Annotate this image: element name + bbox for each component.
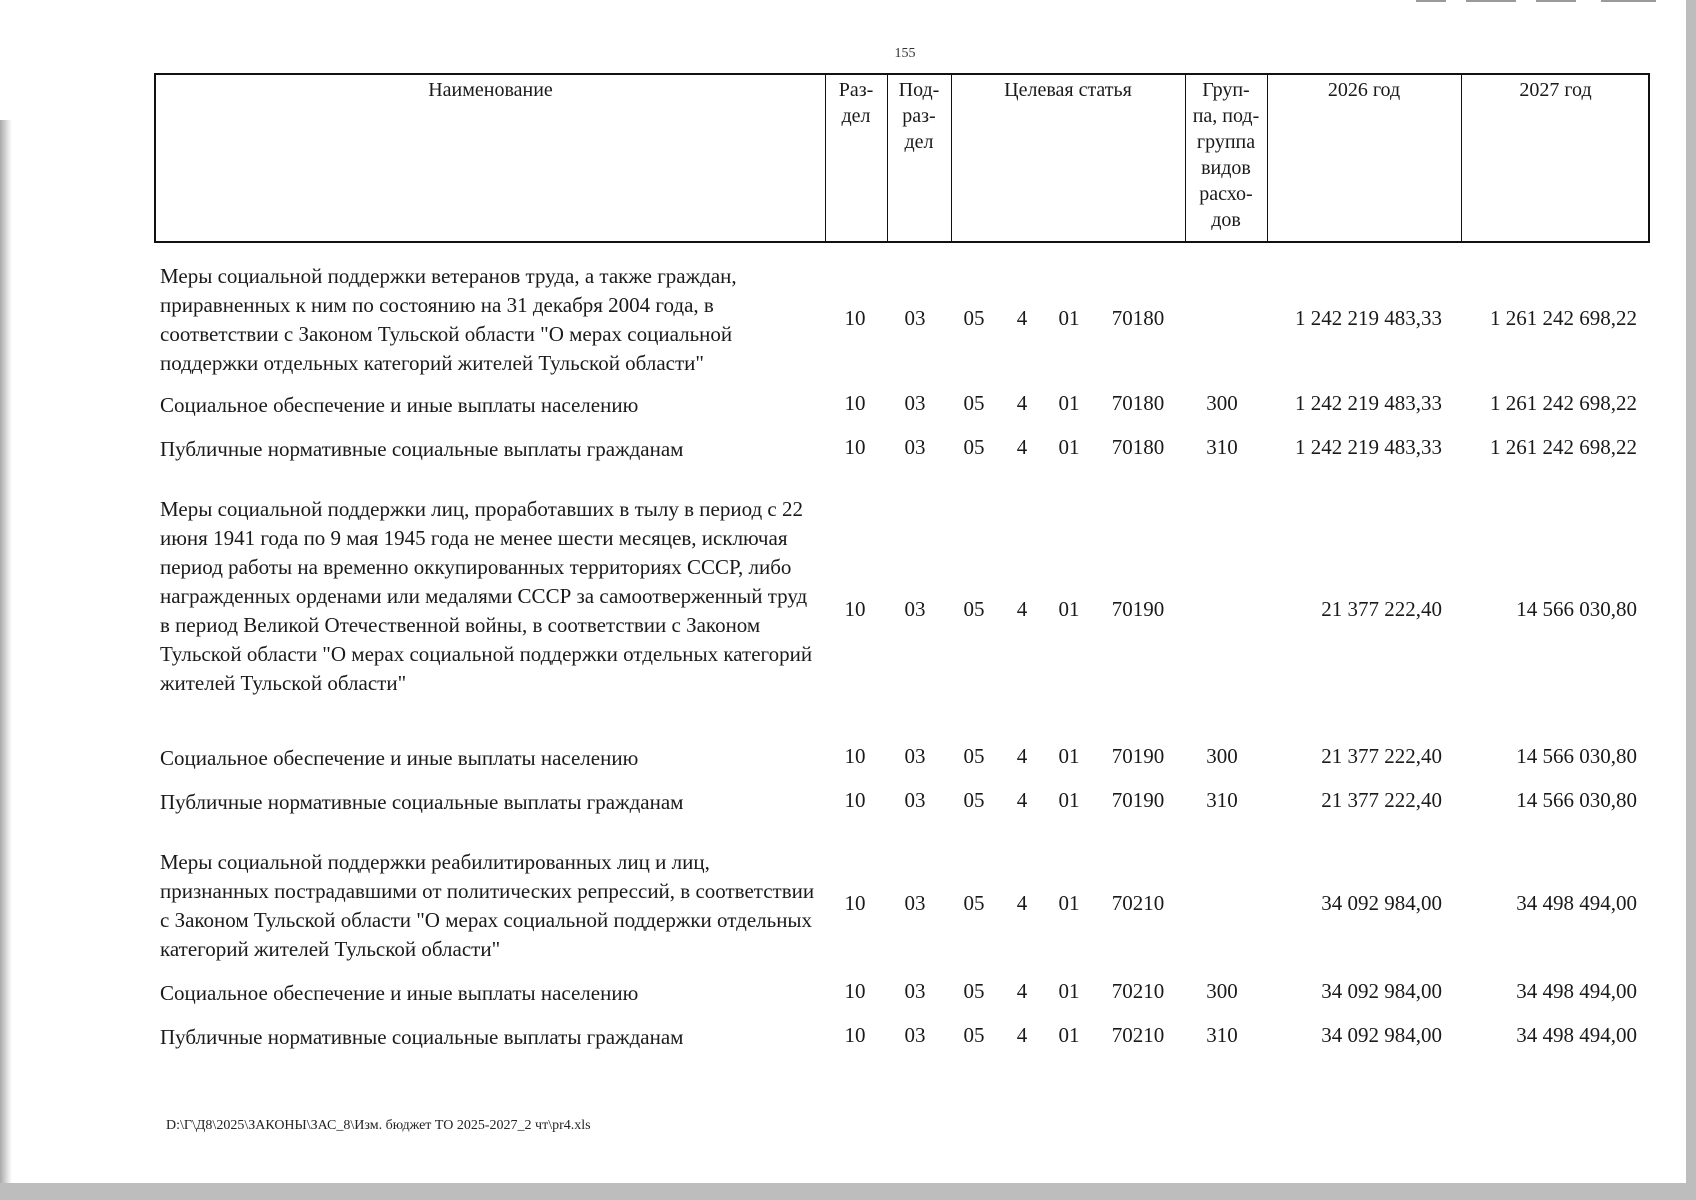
row-name: Публичные нормативные социальные выплаты гражданам [160,1025,684,1049]
cell-event: 01 [1058,435,1080,459]
cell-program: 05 [963,1023,985,1047]
cell-expense-group: 310 [1206,1023,1238,1047]
cell-direction: 70180 [1111,391,1165,415]
cell-amount-2026: 34 092 984,00 [1321,979,1442,1003]
cell-subprogram: 4 [1016,306,1028,330]
cell-event: 01 [1058,891,1080,915]
cell-event: 01 [1058,306,1080,330]
cell-amount-2027: 1 261 242 698,22 [1490,306,1637,330]
header-section: Раз- дел [838,79,874,127]
cell-subprogram: 4 [1016,1023,1028,1047]
header-target-article: Целевая статья [1004,79,1132,101]
row-name: Публичные нормативные социальные выплаты гражданам [160,790,684,814]
cell-program: 05 [963,306,985,330]
cell-subprogram: 4 [1016,788,1028,812]
cell-expense-group: 300 [1206,979,1238,1003]
cell-subsection: 03 [904,306,926,330]
row-name: Социальное обеспечение и иные выплаты населению [160,393,639,417]
cell-direction: 70180 [1111,435,1165,459]
cell-event: 01 [1058,979,1080,1003]
cell-subprogram: 4 [1016,391,1028,415]
scan-edge-shadow [0,120,12,1183]
header-expense-group: Груп- па, под- группа видов расхо- дов [1192,79,1260,231]
row-name: Публичные нормативные социальные выплаты гражданам [160,437,684,461]
cell-subsection: 03 [904,979,926,1003]
cell-subprogram: 4 [1016,744,1028,768]
cell-program: 05 [963,891,985,915]
row-name: Социальное обеспечение и иные выплаты населению [160,746,639,770]
cell-expense-group: 300 [1206,391,1238,415]
cell-section: 10 [844,1023,866,1047]
cell-expense-group: 310 [1206,435,1238,459]
cell-amount-2027: 14 566 030,80 [1516,597,1637,621]
cell-amount-2026: 21 377 222,40 [1321,788,1442,812]
cell-direction: 70190 [1111,788,1165,812]
cell-amount-2027: 34 498 494,00 [1516,979,1637,1003]
cell-subprogram: 4 [1016,435,1028,459]
cell-section: 10 [844,891,866,915]
cell-subsection: 03 [904,435,926,459]
cell-program: 05 [963,979,985,1003]
cell-amount-2026: 21 377 222,40 [1321,597,1442,621]
cell-program: 05 [963,788,985,812]
header-subsection: Под- раз- дел [898,79,940,153]
cell-event: 01 [1058,744,1080,768]
header-year-2027: 2027 год [1519,79,1592,101]
cell-subsection: 03 [904,597,926,621]
row-name: Социальное обеспечение и иные выплаты населению [160,981,639,1005]
cell-subsection: 03 [904,391,926,415]
file-path-footer: D:\Г\Д8\2025\ЗАКОНЫ\ЗАС_8\Изм. бюджет ТО 2025-2027_2 чт\pr4.xls [166,1118,591,1133]
cell-section: 10 [844,788,866,812]
cell-amount-2027: 1 261 242 698,22 [1490,435,1637,459]
cell-direction: 70210 [1111,979,1165,1003]
cell-direction: 70190 [1111,744,1165,768]
cell-event: 01 [1058,391,1080,415]
cell-direction: 70210 [1111,891,1165,915]
cell-event: 01 [1058,1023,1080,1047]
cell-subsection: 03 [904,891,926,915]
cell-amount-2026: 1 242 219 483,33 [1295,391,1442,415]
cell-program: 05 [963,744,985,768]
cell-direction: 70210 [1111,1023,1165,1047]
cell-section: 10 [844,744,866,768]
cell-section: 10 [844,391,866,415]
header-name: Наименование [428,79,553,101]
row-name: Меры социальной поддержки ветеранов труда, а также граждан, приравненных к ним по состоянию на 31 декабря 2004 года, в соответствии с Законом Тульской области "О мерах социальной поддержки отдельных категорий жителей Тульской области" [160,264,737,375]
cell-subprogram: 4 [1016,979,1028,1003]
cell-amount-2027: 1 261 242 698,22 [1490,391,1637,415]
cell-amount-2026: 34 092 984,00 [1321,1023,1442,1047]
cell-section: 10 [844,435,866,459]
cell-subsection: 03 [904,744,926,768]
cell-section: 10 [844,306,866,330]
row-name: Меры социальной поддержки лиц, проработавших в тылу в период с 22 июня 1941 года по 9 мая 1945 года не менее шести месяцев, исключая период работы на временно оккупированных территориях СССР, либо награжденных орденами или медалями СССР за самоотверженный труд в период Великой Отечественной войны, в соответствии с Законом Тульской области "О мерах социальной поддержки отдельных категорий жителей Тульской области" [160,497,813,695]
cell-amount-2027: 14 566 030,80 [1516,744,1637,768]
table-header [154,73,1650,243]
row-name: Меры социальной поддержки реабилитированных лиц и лиц, признанных пострадавшими от политических репрессий, в соответствии с Законом Тульской области "О мерах социальной поддержки отдельных категорий жителей Тульской области" [160,850,815,961]
cell-program: 05 [963,597,985,621]
cell-section: 10 [844,979,866,1003]
cell-direction: 70180 [1111,306,1165,330]
cell-amount-2026: 34 092 984,00 [1321,891,1442,915]
cell-program: 05 [963,435,985,459]
cell-event: 01 [1058,597,1080,621]
page-number: 155 [894,46,916,61]
header-year-2026: 2026 год [1327,79,1401,101]
cell-amount-2026: 21 377 222,40 [1321,744,1442,768]
cell-amount-2027: 14 566 030,80 [1516,788,1637,812]
cell-subsection: 03 [904,1023,926,1047]
cell-amount-2027: 34 498 494,00 [1516,891,1637,915]
cell-subsection: 03 [904,788,926,812]
cell-subprogram: 4 [1016,891,1028,915]
cell-amount-2027: 34 498 494,00 [1516,1023,1637,1047]
cell-event: 01 [1058,788,1080,812]
cell-program: 05 [963,391,985,415]
cell-amount-2026: 1 242 219 483,33 [1295,306,1442,330]
cell-expense-group: 310 [1206,788,1238,812]
cell-section: 10 [844,597,866,621]
cell-subprogram: 4 [1016,597,1028,621]
cell-expense-group: 300 [1206,744,1238,768]
cell-direction: 70190 [1111,597,1165,621]
cell-amount-2026: 1 242 219 483,33 [1295,435,1442,459]
